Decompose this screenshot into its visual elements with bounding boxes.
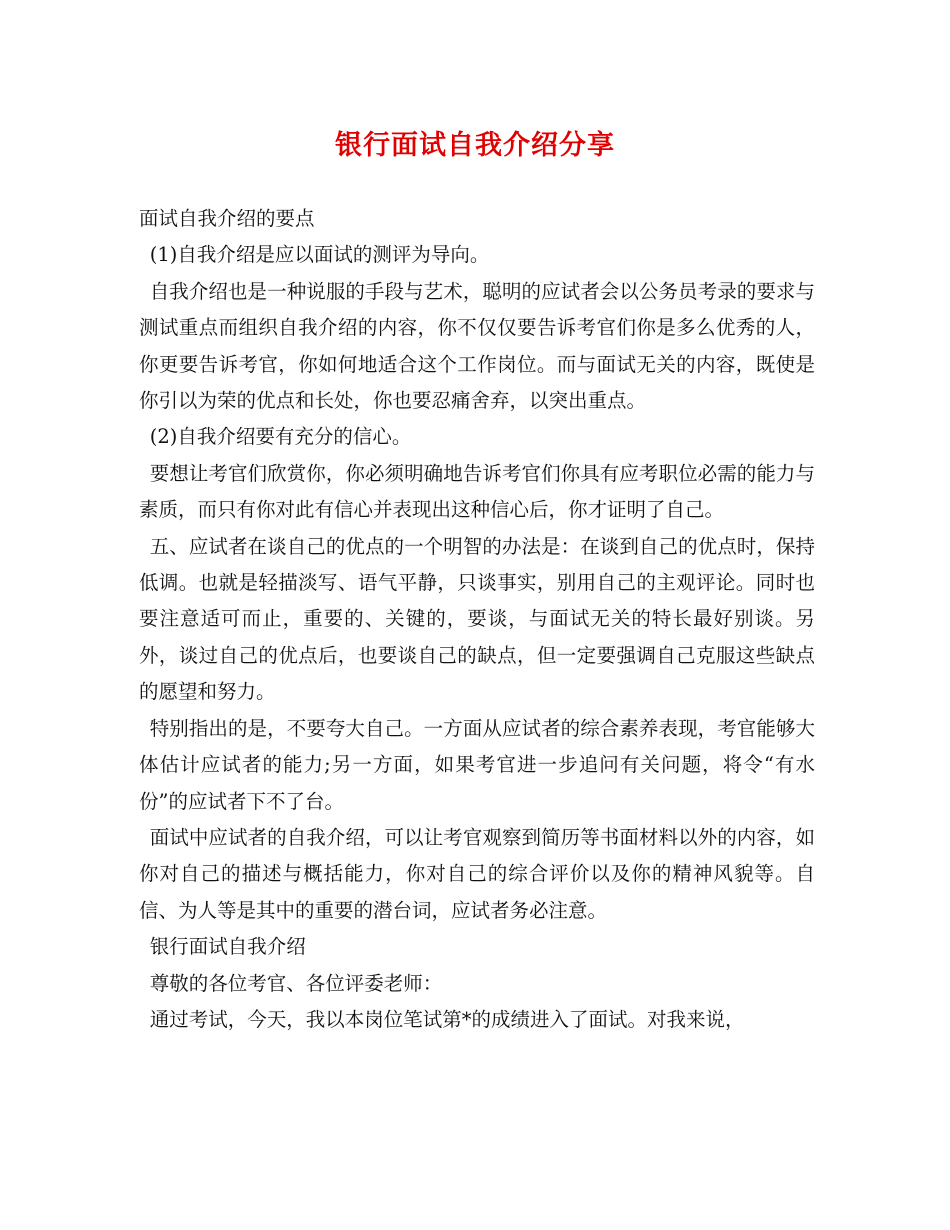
salutation: 尊敬的各位考官、各位评委老师：: [149, 971, 443, 995]
document-title: 银行面试自我介绍分享: [335, 130, 615, 161]
paragraph: (1)自我介绍是应以面试的测评为导向。: [149, 243, 490, 267]
paragraph: 要想让考官们欣赏你，你必须明确地告诉考官们你具有应考职位必需的能力与素质，而只有你对此有信心并表现出这种信心后，你才证明了自己。: [139, 461, 815, 522]
paragraph: (2)自我介绍要有充分的信心。: [149, 425, 412, 449]
section-heading: 银行面试自我介绍: [149, 935, 306, 959]
paragraph: 自我介绍也是一种说服的手段与艺术，聪明的应试者会以公务员考录的要求与测试重点而组织自我介绍的内容，你不仅仅要告诉考官们你是多么优秀的人，你更要告诉考官，你如何地适合这个工作岗位。而与面试无关的内容，既使是你引以为荣的优点和长处，你也要忍痛舍弃，以突出重点。: [139, 279, 815, 413]
paragraph: 面试中应试者的自我介绍，可以让考官观察到简历等书面材料以外的内容，如你对自己的描述与概括能力，你对自己的综合评价以及你的精神风貌等。自信、为人等是其中的重要的潜台词，应试者务必注意。: [139, 825, 815, 922]
paragraph: 五、应试者在谈自己的优点的一个明智的办法是：在谈到自己的优点时，保持低调。也就是轻描淡写、语气平静，只谈事实，别用自己的主观评论。同时也要注意适可而止，重要的、关键的，要谈，与面试无关的特长最好别谈。另外，谈过自己的优点后，也要谈自己的缺点，但一定要强调自己克服这些缺点的愿望和努力。: [139, 534, 815, 704]
paragraph: 特别指出的是，不要夸大自己。一方面从应试者的综合素养表现，考官能够大体估计应试者的能力;另一方面，如果考官进一步追问有关问题，将令“有水份”的应试者下不了台。: [139, 716, 815, 813]
document-body: [139, 201, 815, 1038]
paragraph: 通过考试，今天，我以本岗位笔试第*的成绩进入了面试。对我来说，: [149, 1007, 745, 1031]
paragraph-heading: 面试自我介绍的要点: [139, 207, 315, 230]
